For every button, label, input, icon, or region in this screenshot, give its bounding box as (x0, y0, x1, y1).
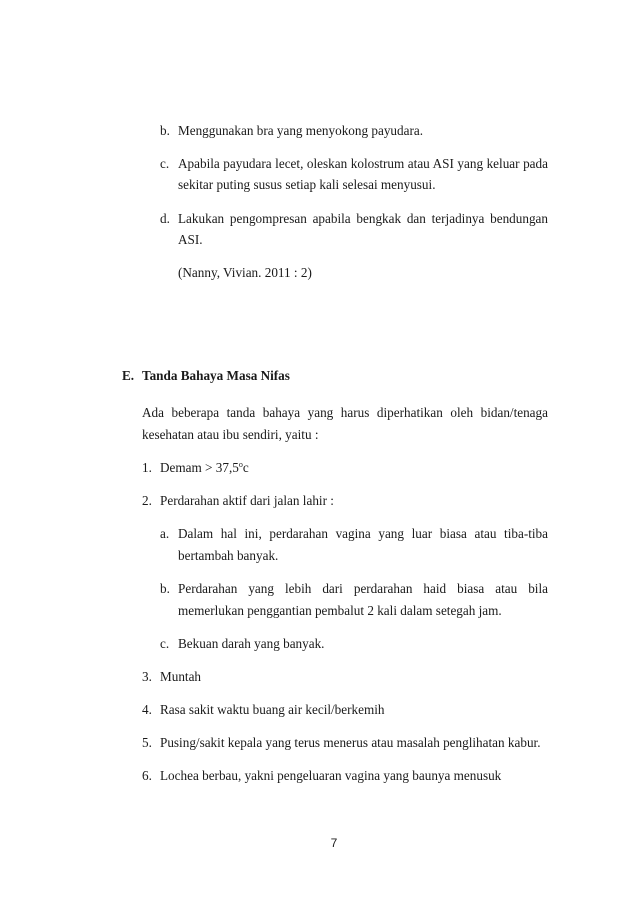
item-3-marker: 3. (142, 669, 152, 684)
item-6-text: Lochea berbau, yakni pengeluaran vagina yang baunya menusuk (160, 768, 502, 783)
item-5-text: Pusing/sakit kepala yang terus menerus atau masalah penglihatan kabur. (160, 735, 541, 750)
section-marker: E. (122, 368, 135, 383)
item-4-marker: 4. (142, 702, 152, 717)
item-1-value: Demam > 37,5 (160, 460, 239, 475)
item-2-marker: 2. (142, 493, 152, 508)
item-4-text: Rasa sakit waktu buang air kecil/berkemih (160, 702, 385, 717)
item-3-text: Muntah (160, 669, 202, 684)
list-marker-d: d. (160, 211, 170, 226)
list-item-c-line-1: Apabila payudara lecet, oleskan kolostrum atau ASI yang keluar pada (178, 156, 548, 171)
item-2-text: Perdarahan aktif dari jalan lahir : (160, 493, 334, 508)
subitem-b-marker: b. (160, 581, 170, 596)
degree-sup: o (238, 460, 243, 469)
list-item-b-line-1: Menggunakan bra yang menyokong payudara. (178, 123, 423, 138)
list-item-d-line-1: Lakukan pengompresan apabila bengkak dan terjadinya bendungan (178, 211, 548, 226)
subitem-c-marker: c. (160, 636, 170, 651)
intro-line-1: Ada beberapa tanda bahaya yang harus diperhatikan oleh bidan/tenaga (142, 405, 548, 420)
item-1-marker: 1. (142, 460, 152, 475)
intro-line-2: kesehatan atau ibu sendiri, yaitu : (142, 427, 319, 442)
item-6-marker: 6. (142, 768, 152, 783)
item-1-unit: c (242, 460, 249, 475)
list-item-d-line-2: ASI. (178, 232, 203, 247)
subitem-a-marker: a. (160, 526, 170, 541)
list-marker-b: b. (160, 123, 170, 138)
section-title: Tanda Bahaya Masa Nifas (142, 368, 290, 383)
item-5-marker: 5. (142, 735, 152, 750)
subitem-b-line-2: memerlukan penggantian pembalut 2 kali dalam setegah jam. (178, 603, 502, 618)
subitem-b-line-1: Perdarahan yang lebih dari perdarahan haid biasa atau bila (178, 581, 548, 596)
subitem-a-line-2: bertambah banyak. (178, 548, 279, 563)
subitem-c-line-1: Bekuan darah yang banyak. (178, 636, 325, 651)
citation: (Nanny, Vivian. 2011 : 2) (178, 265, 312, 280)
page-number: 7 (330, 836, 338, 850)
list-marker-c: c. (160, 156, 170, 171)
list-item-c-line-2: sekitar puting susus setiap kali selesai menyusui. (178, 177, 436, 192)
subitem-a-line-1: Dalam hal ini, perdarahan vagina yang luar biasa atau tiba-tiba (178, 526, 548, 541)
item-1-text (160, 460, 249, 476)
